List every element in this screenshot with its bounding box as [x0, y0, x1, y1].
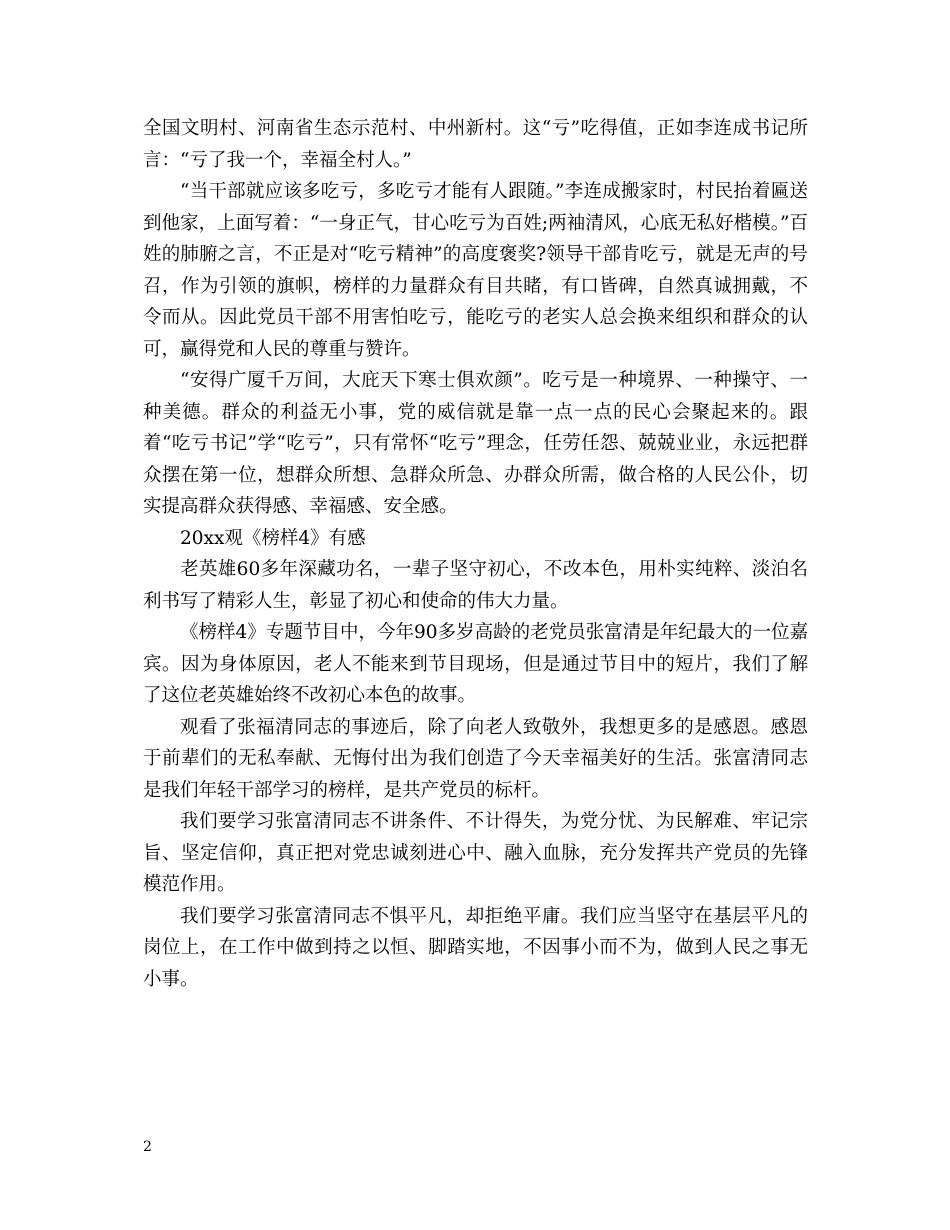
paragraph: 观看了张福清同志的事迹后，除了向老人致敬外，我想更多的是感恩。感恩于前辈们的无私奉献、无悔付出为我们创造了今天幸福美好的生活。张富清同志是我们年轻干部学习的榜样，是共产党员的标杆。 — [143, 716, 808, 801]
paragraph: 我们要学习张富清同志不讲条件、不计得失，为党分忧、为民解难、牢记宗旨、坚定信仰，真正把对党忠诚刻进心中、融入血脉，充分发挥共产党员的先锋模范作用。 — [143, 811, 808, 895]
page-number: 2 — [143, 1139, 152, 1155]
paragraph: “安得广厦千万间，大庇天下寒士俱欢颜”。吃亏是一种境界、一种操守、一种美德。群众的利益无小事，党的威信就是靠一点一点的民心会聚起来的。跟着“吃亏书记”学“吃亏”，只有常怀“吃亏”理念，任劳任怨、兢兢业业，永远把群众摆在第一位，想群众所想、急群众所急、办群众所需，做合格的人民公仆，切实提高群众获得感、幸福感、安全感。 — [143, 370, 808, 517]
paragraph: 《榜样4》专题节目中，今年90多岁高龄的老党员张富清是年纪最大的一位嘉宾。因为身体原因，老人不能来到节目现场，但是通过节目中的短片，我们了解了这位老英雄始终不改初心本色的故事。 — [143, 622, 808, 706]
section-heading: 20xx观《榜样4》有感 — [180, 527, 366, 549]
paragraph: 我们要学习张富清同志不惧平凡，却拒绝平庸。我们应当坚守在基层平凡的岗位上，在工作中做到持之以恒、脚踏实地，不因事小而不为，做到人民之事无小事。 — [143, 905, 808, 990]
document-body — [143, 113, 808, 995]
paragraph: 全国文明村、河南省生态示范村、中州新村。这“亏”吃得值，正如李连成书记所言：“亏了我一个，幸福全村人。” — [143, 118, 808, 171]
paragraph: 老英雄60多年深藏功名，一辈子坚守初心，不改本色，用朴实纯粹、淡泊名利书写了精彩人生，彰显了初心和使命的伟大力量。 — [143, 559, 808, 612]
paragraph: “当干部就应该多吃亏，多吃亏才能有人跟随。”李连成搬家时，村民抬着匾送到他家，上面写着：“一身正气，甘心吃亏为百姓;两袖清风，心底无私好楷模。”百姓的肺腑之言，不正是对“吃亏精神”的高度褒奖?领导干部肯吃亏，就是无声的号召，作为引领的旗帜，榜样的力量群众有目共睹，有口皆碑，自然真诚拥戴，不令而从。因此党员干部不用害怕吃亏，能吃亏的老实人总会换来组织和群众的认可，赢得党和人民的尊重与赞许。 — [143, 181, 808, 360]
